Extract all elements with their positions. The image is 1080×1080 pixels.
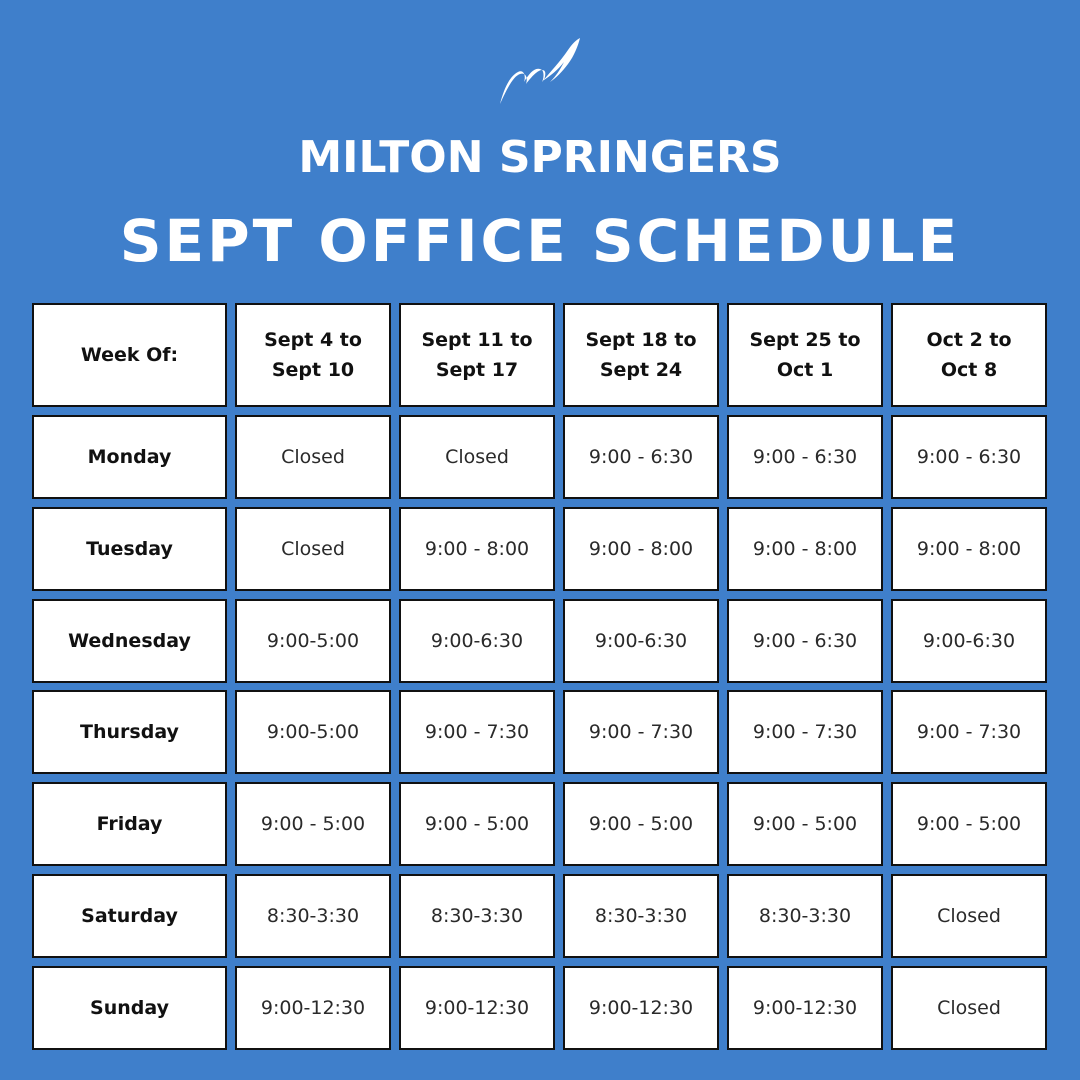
club-name: MILTON SPRINGERS	[298, 132, 782, 183]
day-label: Friday	[96, 813, 163, 835]
hours-cell	[891, 415, 1047, 499]
week-range-line: Sept 25 to	[749, 329, 861, 351]
hours-text: 8:30-3:30	[758, 905, 852, 927]
week-range-line: Sept 18 to	[585, 329, 697, 351]
day-cell-friday	[32, 782, 227, 866]
hours-text: 8:30-3:30	[266, 905, 360, 927]
week-range-line: Oct 1	[776, 359, 834, 381]
hours-text: 9:00 - 5:00	[260, 813, 366, 835]
hours-cell	[235, 599, 391, 683]
hours-text: Closed	[445, 446, 509, 468]
week-range-line: Sept 11 to	[421, 329, 533, 351]
hours-cell	[727, 415, 883, 499]
week-range-line: Sept 10	[271, 359, 355, 381]
hours-cell	[563, 415, 719, 499]
hours-text: 9:00-6:30	[430, 630, 524, 652]
day-cell-thursday	[32, 690, 227, 774]
hours-cell	[399, 507, 555, 591]
hours-text: 9:00 - 8:00	[588, 538, 694, 560]
header-cell-week-of	[32, 303, 227, 407]
week-of-label: Week Of:	[80, 344, 179, 366]
hours-cell	[727, 966, 883, 1050]
week-range-line: Oct 8	[940, 359, 998, 381]
hours-cell	[399, 874, 555, 958]
hours-cell	[727, 507, 883, 591]
header-cell-week-3	[563, 303, 719, 407]
hours-cell	[563, 874, 719, 958]
hours-text: 9:00 - 5:00	[916, 813, 1022, 835]
hours-text: 9:00 - 6:30	[916, 446, 1022, 468]
hours-cell	[235, 874, 391, 958]
hours-text: 9:00 - 7:30	[424, 721, 530, 743]
hours-cell	[563, 507, 719, 591]
hours-text: 8:30-3:30	[594, 905, 688, 927]
header-cell-week-4	[727, 303, 883, 407]
hours-cell	[235, 507, 391, 591]
hours-text: 9:00 - 7:30	[588, 721, 694, 743]
day-cell-saturday	[32, 874, 227, 958]
day-label: Sunday	[90, 997, 169, 1019]
hours-text: 9:00-6:30	[594, 630, 688, 652]
hours-cell	[399, 782, 555, 866]
hours-cell	[891, 782, 1047, 866]
hours-cell	[235, 415, 391, 499]
day-label: Wednesday	[68, 630, 191, 652]
hours-text: 9:00 - 6:30	[588, 446, 694, 468]
hours-cell	[891, 507, 1047, 591]
hours-cell	[727, 782, 883, 866]
day-cell-wednesday	[32, 599, 227, 683]
hours-text: Closed	[937, 905, 1001, 927]
hours-cell	[563, 599, 719, 683]
header-cell-week-5	[891, 303, 1047, 407]
header-cell-week-2	[399, 303, 555, 407]
hours-text: 9:00 - 5:00	[752, 813, 858, 835]
week-range-line: Oct 2 to	[926, 329, 1012, 351]
hours-text: Closed	[281, 446, 345, 468]
hours-cell	[727, 874, 883, 958]
hours-text: 9:00 - 6:30	[752, 446, 858, 468]
hours-text: 9:00 - 8:00	[752, 538, 858, 560]
hours-text: 9:00 - 8:00	[424, 538, 530, 560]
day-cell-tuesday	[32, 507, 227, 591]
hours-cell	[891, 690, 1047, 774]
hours-text: 9:00-12:30	[424, 997, 530, 1019]
hours-cell	[235, 782, 391, 866]
hours-cell	[399, 690, 555, 774]
hours-text: 9:00 - 8:00	[916, 538, 1022, 560]
hours-text: 9:00 - 7:30	[752, 721, 858, 743]
hours-cell	[727, 690, 883, 774]
hours-text: 9:00 - 6:30	[752, 630, 858, 652]
hours-cell	[563, 782, 719, 866]
hours-text: 8:30-3:30	[430, 905, 524, 927]
header-cell-week-1	[235, 303, 391, 407]
hours-text: 9:00-5:00	[266, 721, 360, 743]
hours-text: 9:00-12:30	[752, 997, 858, 1019]
hours-text: 9:00-6:30	[922, 630, 1016, 652]
springer-bird-logo-icon	[494, 36, 586, 108]
hours-text: 9:00 - 5:00	[588, 813, 694, 835]
day-cell-monday	[32, 415, 227, 499]
hours-text: 9:00-5:00	[266, 630, 360, 652]
day-label: Saturday	[81, 905, 178, 927]
hours-text: 9:00 - 7:30	[916, 721, 1022, 743]
week-range-line: Sept 4 to	[264, 329, 362, 351]
hours-text: 9:00-12:30	[260, 997, 366, 1019]
schedule-title: SEPT OFFICE SCHEDULE	[119, 207, 961, 275]
hours-cell	[891, 599, 1047, 683]
day-label: Monday	[87, 446, 172, 468]
hours-cell	[563, 690, 719, 774]
hours-cell	[235, 966, 391, 1050]
hours-text: 9:00 - 5:00	[424, 813, 530, 835]
week-range-line: Sept 24	[599, 359, 683, 381]
day-cell-sunday	[32, 966, 227, 1050]
hours-text: 9:00-12:30	[588, 997, 694, 1019]
hours-cell	[563, 966, 719, 1050]
hours-cell	[891, 966, 1047, 1050]
day-label: Tuesday	[86, 538, 173, 560]
week-range-line: Sept 17	[435, 359, 519, 381]
hours-cell	[891, 874, 1047, 958]
day-label: Thursday	[80, 721, 179, 743]
hours-text: Closed	[937, 997, 1001, 1019]
hours-cell	[399, 966, 555, 1050]
hours-cell	[727, 599, 883, 683]
hours-cell	[235, 690, 391, 774]
hours-cell	[399, 599, 555, 683]
hours-cell	[399, 415, 555, 499]
hours-text: Closed	[281, 538, 345, 560]
